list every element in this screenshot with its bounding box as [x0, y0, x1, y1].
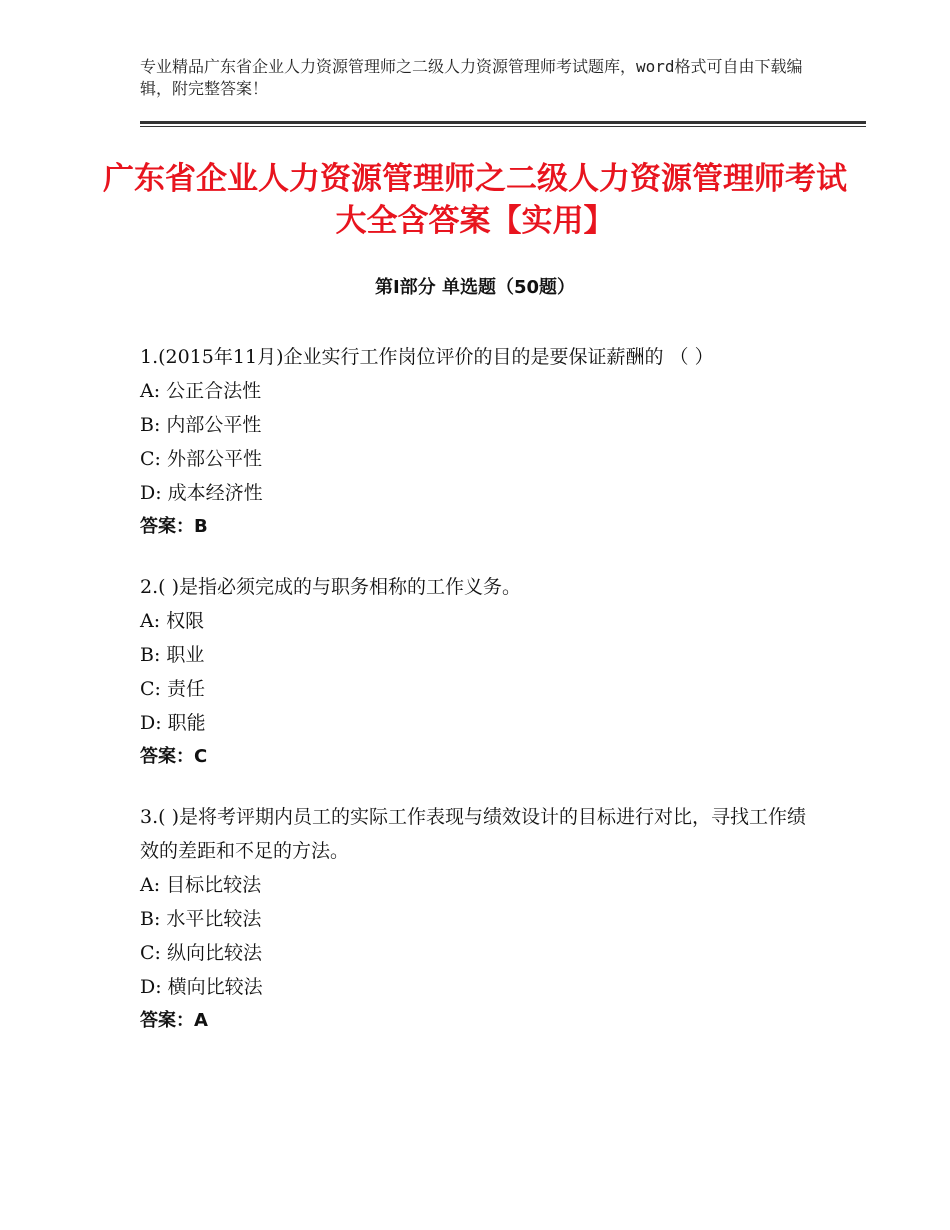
question-1 — [140, 340, 820, 544]
question-stem: 3.( )是将考评期内员工的实际工作表现与绩效设计的目标进行对比，寻找工作绩效的差距和不足的方法。 — [140, 806, 806, 862]
option-b: B: 内部公平性 — [140, 414, 262, 436]
question-2 — [140, 570, 820, 774]
header-note: 专业精品广东省企业人力资源管理师之二级人力资源管理师考试题库，word格式可自由下载编辑，附完整答案！ — [140, 57, 803, 98]
question-stem: 2.( )是指必须完成的与职务相称的工作义务。 — [140, 576, 521, 598]
option-c: C: 纵向比较法 — [140, 942, 262, 964]
header-rule-thin — [140, 126, 866, 127]
option-d: D: 职能 — [140, 712, 206, 734]
question-list — [140, 340, 820, 1064]
document-title: 广东省企业人力资源管理师之二级人力资源管理师考试大全含答案【实用】 — [103, 161, 847, 239]
option-c: C: 外部公平性 — [140, 448, 262, 470]
header-rule-thick — [140, 121, 866, 124]
option-a: A: 公正合法性 — [140, 380, 262, 402]
option-a: A: 权限 — [140, 610, 205, 632]
option-b: B: 水平比较法 — [140, 908, 262, 930]
option-b: B: 职业 — [140, 644, 205, 666]
option-a: A: 目标比较法 — [140, 874, 262, 896]
section-title: 第I部分 单选题（50题） — [374, 277, 575, 298]
answer: 答案：C — [140, 746, 208, 767]
answer: 答案：B — [140, 516, 208, 537]
option-c: C: 责任 — [140, 678, 205, 700]
question-3 — [140, 800, 820, 1038]
question-stem: 1.(2015年11月)企业实行工作岗位评价的目的是要保证薪酬的 （ ） — [140, 346, 714, 368]
option-d: D: 成本经济性 — [140, 482, 263, 504]
option-d: D: 横向比较法 — [140, 976, 263, 998]
answer: 答案：A — [140, 1010, 208, 1031]
